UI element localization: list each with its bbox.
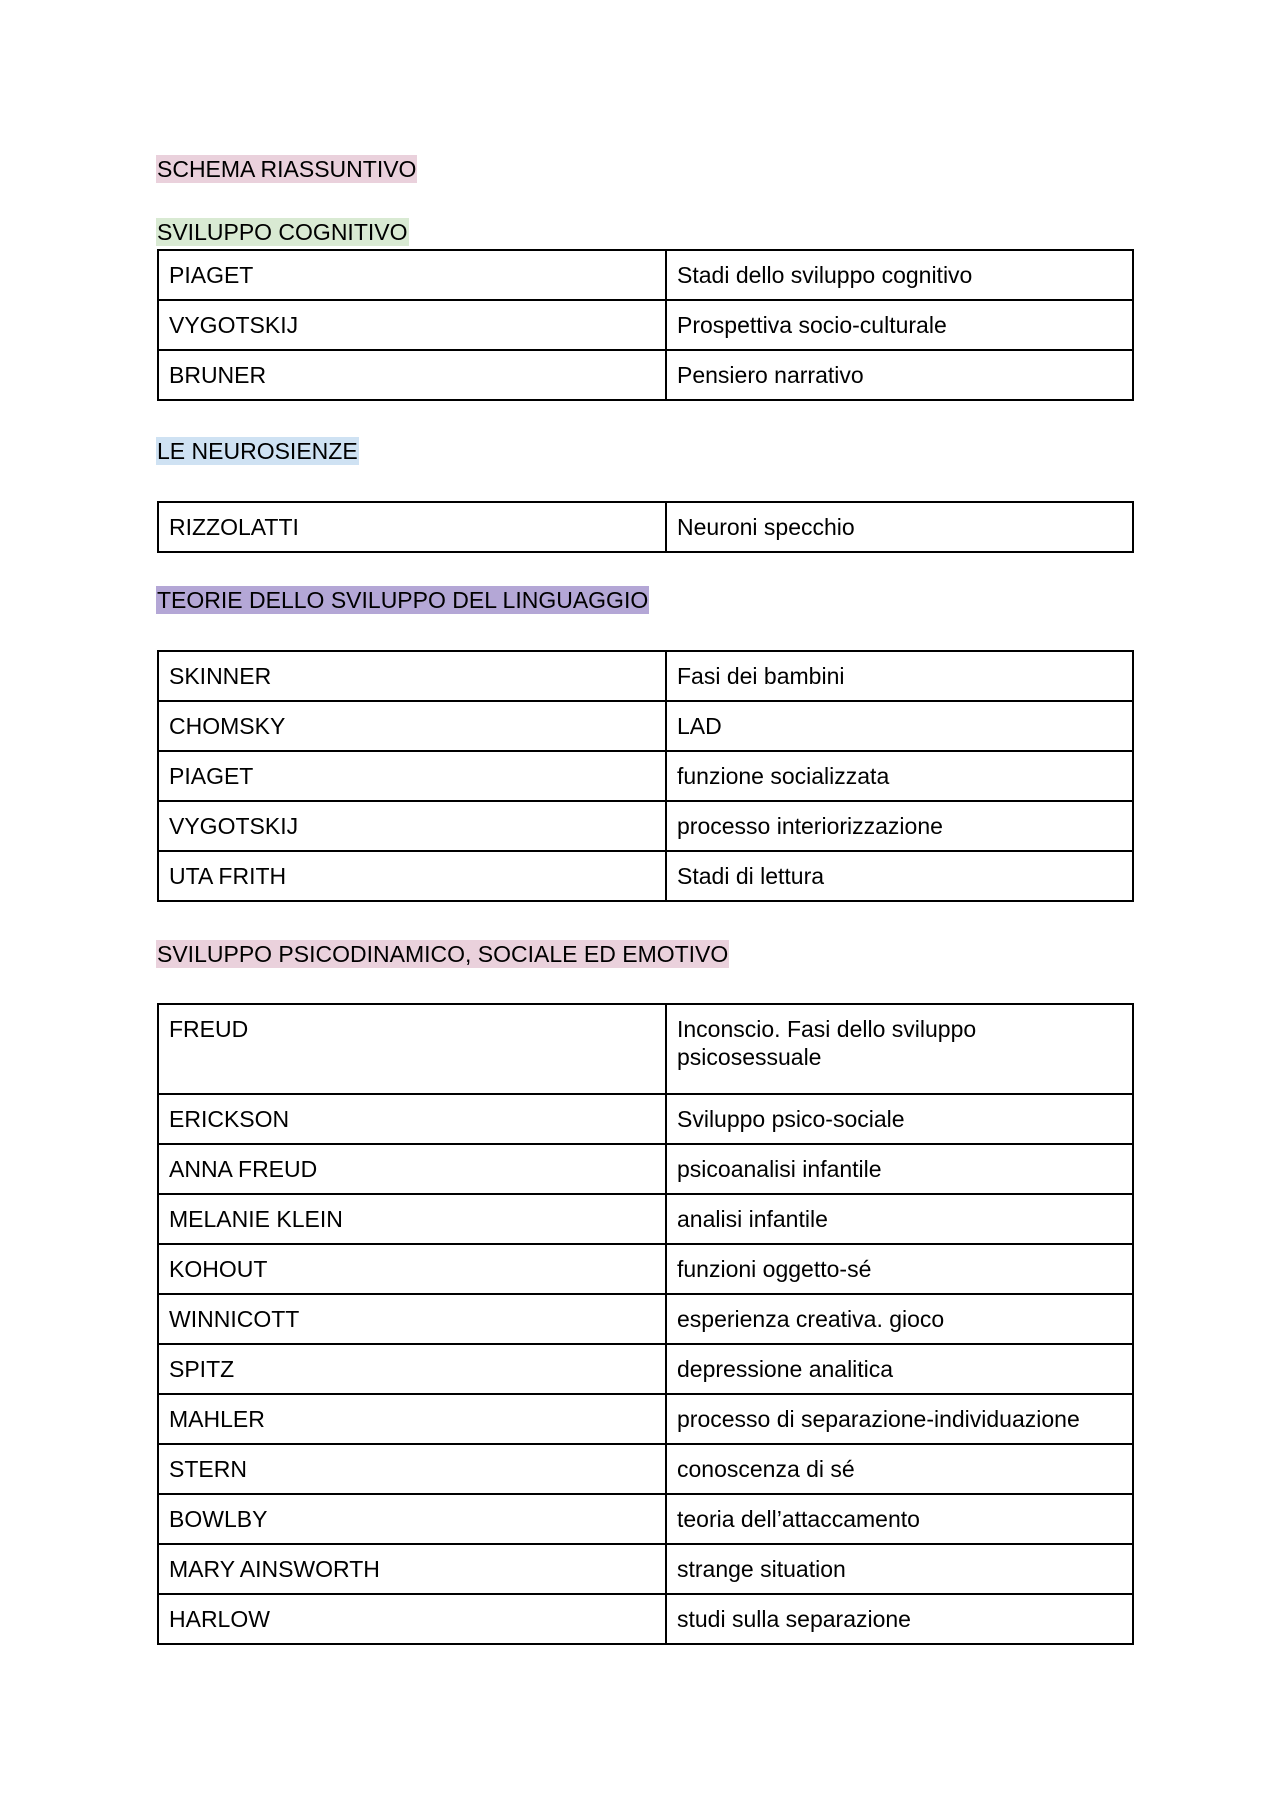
theory-cell: Inconscio. Fasi dello sviluppo psicosessuale [666,1004,1133,1094]
author-cell: PIAGET [158,751,666,801]
author-cell: FREUD [158,1004,666,1094]
document-title: SCHEMA RIASSUNTIVO [157,156,417,182]
table-row [158,1494,1133,1544]
author-cell: WINNICOTT [158,1294,666,1344]
theory-cell: funzioni oggetto-sé [666,1244,1133,1294]
theory-cell: analisi infantile [666,1194,1133,1244]
table-row [158,1004,1133,1094]
table-row [158,1094,1133,1144]
author-cell: SKINNER [158,651,666,701]
table-row [158,300,1133,350]
table-sviluppo-cognitivo [157,249,1134,401]
theory-cell: teoria dell’attaccamento [666,1494,1133,1544]
author-cell: HARLOW [158,1594,666,1644]
table-row [158,1544,1133,1594]
table-row [158,250,1133,300]
table-psicodinamico [157,1003,1134,1645]
table-row [158,1594,1133,1644]
theory-cell: conoscenza di sé [666,1444,1133,1494]
section-heading-neurosienze: LE NEUROSIENZE [157,438,358,464]
theory-cell: processo interiorizzazione [666,801,1133,851]
theory-cell: Stadi di lettura [666,851,1133,901]
table-row [158,701,1133,751]
author-cell: BOWLBY [158,1494,666,1544]
author-cell: STERN [158,1444,666,1494]
table-row [158,1244,1133,1294]
table-row [158,1344,1133,1394]
theory-cell: depressione analitica [666,1344,1133,1394]
table-row [158,1194,1133,1244]
table-row [158,851,1133,901]
table-row [158,801,1133,851]
section-heading-psicodinamico: SVILUPPO PSICODINAMICO, SOCIALE ED EMOTIVO [157,941,729,967]
table-neurosienze [157,501,1134,553]
theory-cell: Pensiero narrativo [666,350,1133,400]
author-cell: UTA FRITH [158,851,666,901]
author-cell: MARY AINSWORTH [158,1544,666,1594]
author-cell: RIZZOLATTI [158,502,666,552]
table-row [158,751,1133,801]
theory-cell: Sviluppo psico-sociale [666,1094,1133,1144]
section-heading-linguaggio: TEORIE DELLO SVILUPPO DEL LINGUAGGIO [157,587,649,613]
table-row [158,1394,1133,1444]
author-cell: VYGOTSKIJ [158,300,666,350]
theory-cell: Neuroni specchio [666,502,1133,552]
table-row [158,502,1133,552]
author-cell: ANNA FREUD [158,1144,666,1194]
table-row [158,651,1133,701]
author-cell: BRUNER [158,350,666,400]
table-row [158,1444,1133,1494]
table-row [158,350,1133,400]
theory-cell: processo di separazione-individuazione [666,1394,1133,1444]
author-cell: MELANIE KLEIN [158,1194,666,1244]
theory-cell: LAD [666,701,1133,751]
author-cell: CHOMSKY [158,701,666,751]
theory-cell: studi sulla separazione [666,1594,1133,1644]
author-cell: PIAGET [158,250,666,300]
theory-cell: Fasi dei bambini [666,651,1133,701]
theory-cell: esperienza creativa. gioco [666,1294,1133,1344]
theory-cell: Prospettiva socio-culturale [666,300,1133,350]
theory-cell: Stadi dello sviluppo cognitivo [666,250,1133,300]
table-linguaggio [157,650,1134,902]
author-cell: KOHOUT [158,1244,666,1294]
author-cell: ERICKSON [158,1094,666,1144]
author-cell: VYGOTSKIJ [158,801,666,851]
theory-cell: strange situation [666,1544,1133,1594]
theory-cell: psicoanalisi infantile [666,1144,1133,1194]
theory-cell: funzione socializzata [666,751,1133,801]
section-heading-sviluppo-cognitivo: SVILUPPO COGNITIVO [157,219,408,245]
table-row [158,1294,1133,1344]
table-row [158,1144,1133,1194]
author-cell: SPITZ [158,1344,666,1394]
author-cell: MAHLER [158,1394,666,1444]
